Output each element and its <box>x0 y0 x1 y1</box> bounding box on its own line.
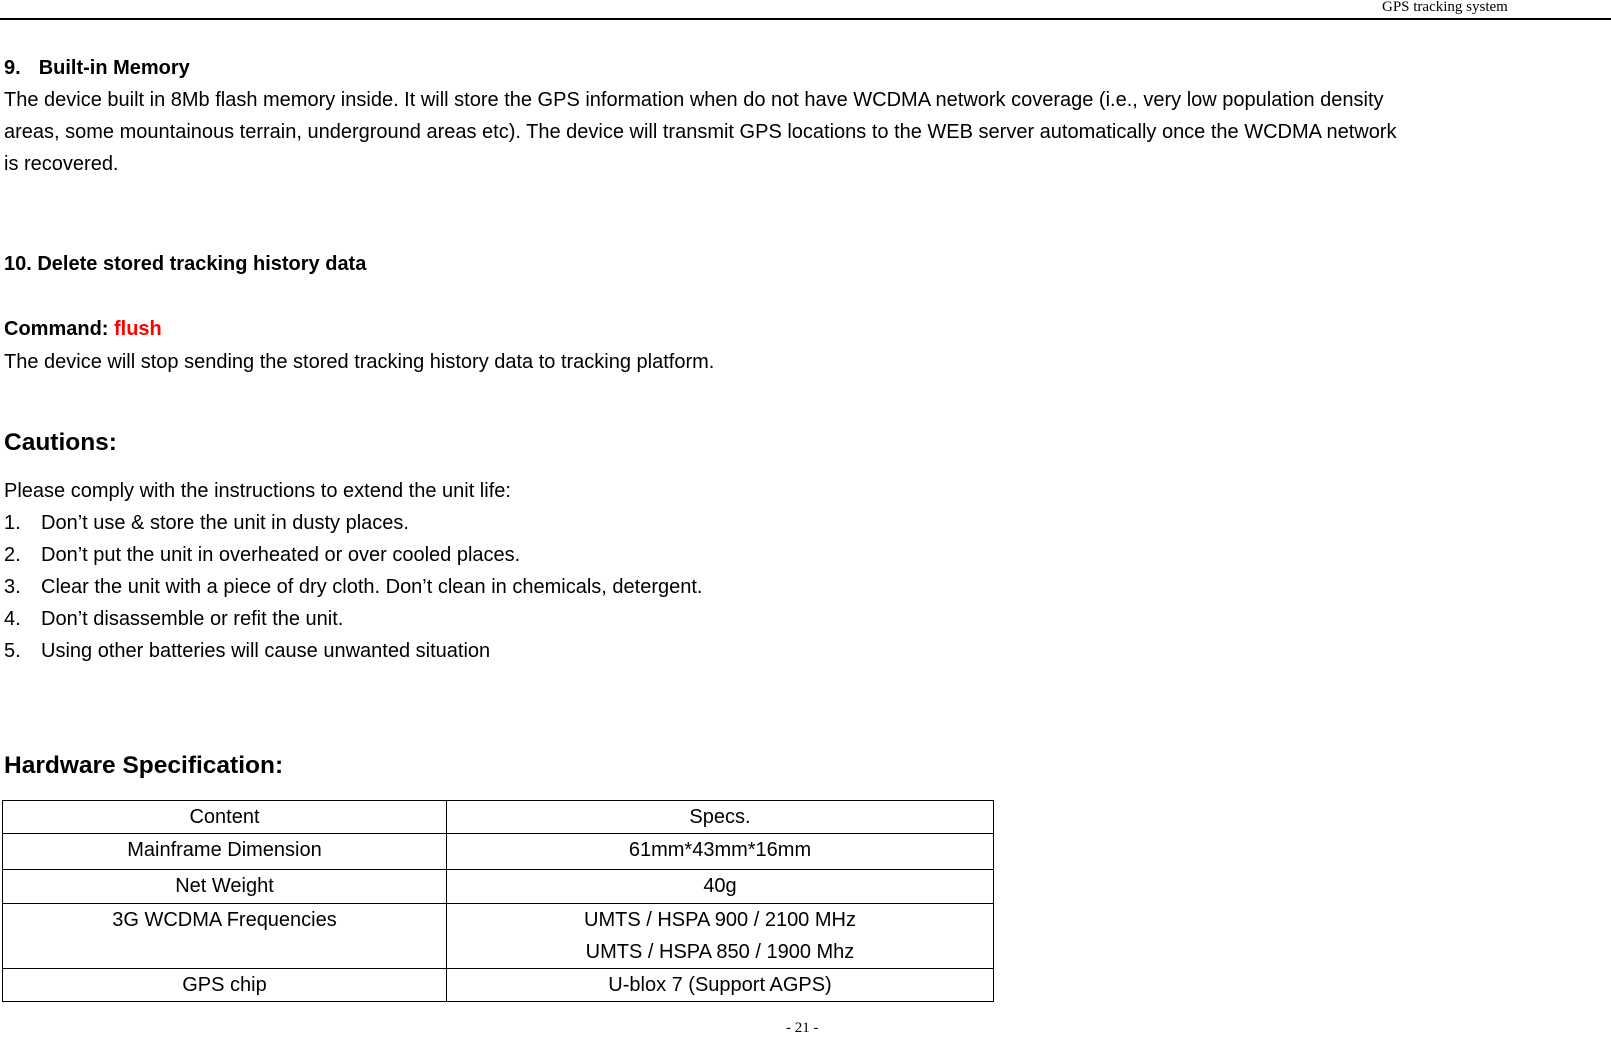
spec-table <box>2 800 994 1002</box>
column-header-content: Content <box>3 801 447 834</box>
caution-item-1-number: 1. <box>4 512 21 534</box>
command-label: Command: <box>4 318 114 340</box>
caution-item-2-text: Don’t put the unit in overheated or over cooled places. <box>41 544 521 566</box>
hardware-title: Hardware Specification: <box>4 752 284 779</box>
section-9-heading <box>4 52 190 84</box>
section-10-title: 10. Delete stored tracking history data <box>4 253 367 275</box>
caution-item-5-number: 5. <box>4 640 21 662</box>
row-spec: U-blox 7 (Support AGPS) <box>447 969 994 1002</box>
table-row <box>3 969 994 1002</box>
caution-item-3-number: 3. <box>4 576 21 598</box>
row-content: 3G WCDMA Frequencies <box>3 904 447 969</box>
caution-item-2-number: 2. <box>4 544 21 566</box>
row-spec-line-1: UMTS / HSPA 900 / 2100 MHz <box>584 909 856 931</box>
header-title: GPS tracking system <box>1382 0 1508 15</box>
row-content: GPS chip <box>3 969 447 1002</box>
caution-item-4-number: 4. <box>4 608 21 630</box>
page-number: - 21 - <box>786 1020 819 1036</box>
section-9-line-3: is recovered. <box>4 153 119 175</box>
header-rule <box>0 18 1611 20</box>
spec-table-header <box>3 801 994 834</box>
table-row <box>3 834 994 870</box>
section-9-line-1: The device built in 8Mb flash memory inside. It will store the GPS information when do not have WCDMA network coverage (i.e., very low population density <box>4 89 1384 111</box>
row-content: Mainframe Dimension <box>3 834 447 870</box>
caution-item-5-text: Using other batteries will cause unwanted situation <box>41 640 491 662</box>
cautions-intro: Please comply with the instructions to extend the unit life: <box>4 480 511 502</box>
caution-item-1-text: Don’t use & store the unit in dusty places. <box>41 512 409 534</box>
section-9-title: Built-in Memory <box>38 57 190 79</box>
section-10-description: The device will stop sending the stored tracking history data to tracking platform. <box>4 351 715 373</box>
section-9-line-2: areas, some mountainous terrain, underground areas etc). The device will transmit GPS locations to the WEB server automatically once the WCDMA network <box>4 121 1397 143</box>
caution-item-4-text: Don’t disassemble or refit the unit. <box>41 608 344 630</box>
row-specs <box>447 904 994 969</box>
row-spec: 40g <box>447 870 994 904</box>
row-spec-line-2: UMTS / HSPA 850 / 1900 Mhz <box>585 941 855 963</box>
row-content: Net Weight <box>3 870 447 904</box>
table-row <box>3 904 994 969</box>
cautions-title: Cautions: <box>4 429 117 456</box>
table-row <box>3 870 994 904</box>
caution-item-3-text: Clear the unit with a piece of dry cloth. Don’t clean in chemicals, detergent. <box>41 576 703 598</box>
command-line <box>4 313 162 345</box>
command-value: flush <box>114 318 162 340</box>
section-9-number: 9. <box>4 57 21 79</box>
column-header-specs: Specs. <box>447 801 994 834</box>
row-spec: 61mm*43mm*16mm <box>447 834 994 870</box>
